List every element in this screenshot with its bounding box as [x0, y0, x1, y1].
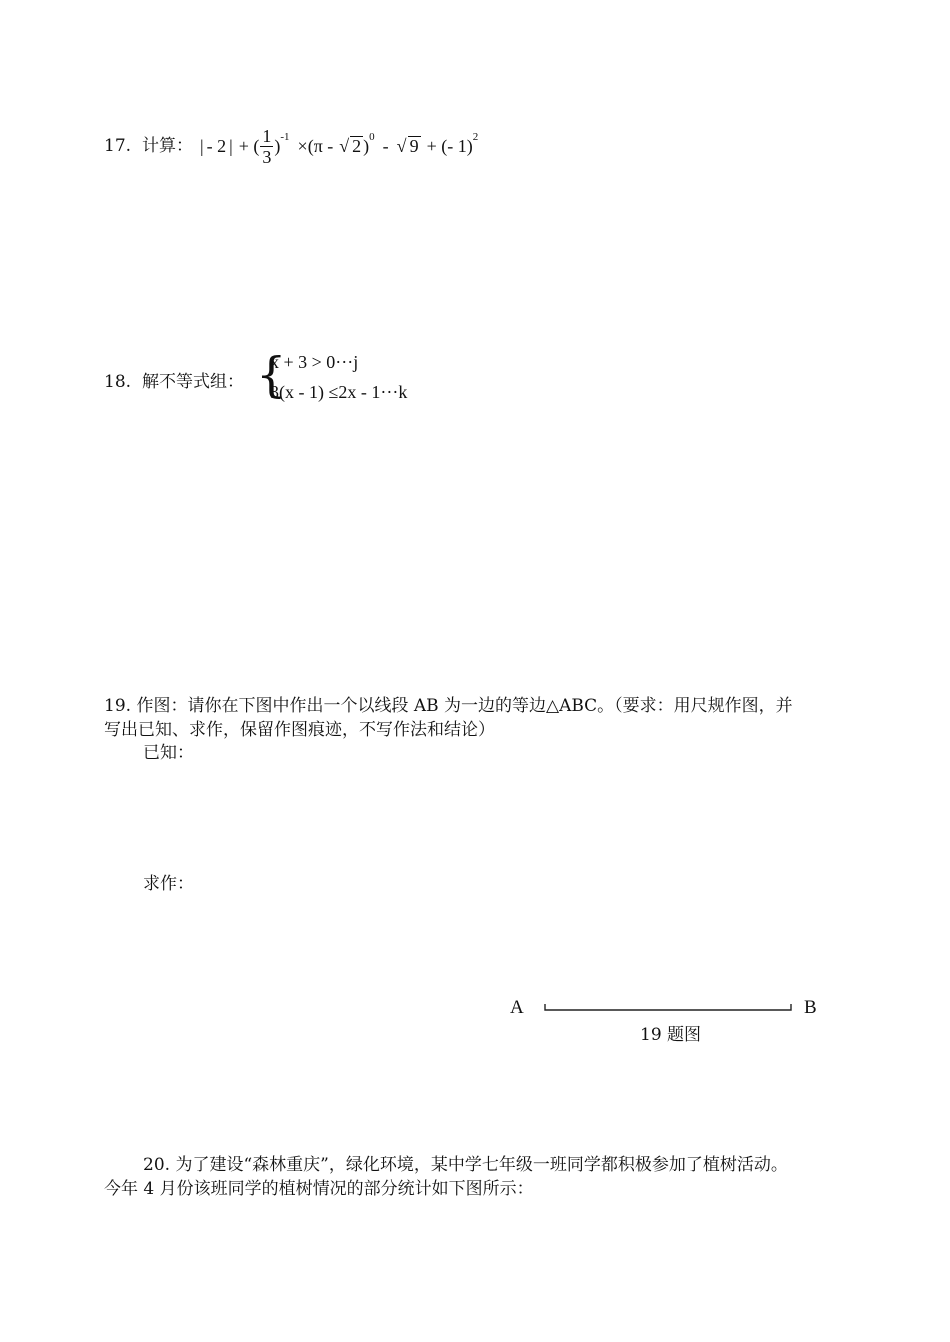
figure-caption: 19 题图	[640, 1025, 702, 1045]
exponent-neg-one: -1	[280, 131, 290, 143]
fraction-numerator: 1	[262, 125, 272, 146]
fraction-denominator: 3	[262, 146, 272, 167]
q20-text-line1: 20. 为了建设“森林重庆”，绿化环境，某中学七年级一班同学都积极参加了植树活动。	[143, 1155, 788, 1175]
q17-number: 17.	[104, 136, 132, 156]
sqrt-nine-radicand: 9	[409, 135, 419, 156]
sqrt-nine: √ 9	[396, 135, 419, 156]
q19-construct-label: 求作：	[143, 874, 194, 894]
q19-text-line1: 19. 作图：请你在下图中作出一个以线段 AB 为一边的等边△ABC。（要求：用尺规作图，并	[104, 696, 793, 716]
segment-ab	[540, 998, 798, 1018]
minus-sign: -	[382, 135, 389, 156]
point-a-label: A	[510, 997, 524, 1018]
sqrt-two: √ 2	[339, 135, 362, 156]
sqrt-two-radicand: 2	[352, 135, 362, 156]
q18-inequality-2: 3(x - 1) ≤2x - 1···k	[270, 382, 408, 402]
q18-label: 解不等式组：	[142, 372, 244, 392]
close-paren-2: )	[363, 135, 370, 156]
plus-neg-one: + (- 1)	[426, 135, 473, 156]
exponent-two: 2	[472, 131, 479, 143]
abs-close: |	[229, 135, 233, 156]
exponent-zero: 0	[369, 131, 375, 143]
q17-expression	[200, 118, 478, 174]
point-b-label: B	[804, 997, 817, 1018]
times-pi: ×(π -	[297, 135, 334, 156]
q19-known-label: 已知：	[143, 743, 194, 763]
q19-text-line2: 写出已知、求作，保留作图痕迹，不写作法和结论）	[104, 720, 495, 740]
q20-text-line2: 今年 4 月份该班同学的植树情况的部分统计如下图所示：	[104, 1179, 534, 1199]
q18-inequality-1: x + 3 > 0···j	[270, 352, 359, 372]
plus-open: + (	[238, 135, 260, 156]
q18-number: 18.	[104, 372, 132, 392]
q17-label: 计算：	[142, 136, 193, 156]
abs-inner: - 2	[206, 135, 227, 156]
close-paren-1: )	[274, 135, 281, 156]
system-brace: {	[256, 347, 287, 403]
fraction-one-third	[260, 126, 273, 167]
abs-open: |	[200, 135, 204, 156]
